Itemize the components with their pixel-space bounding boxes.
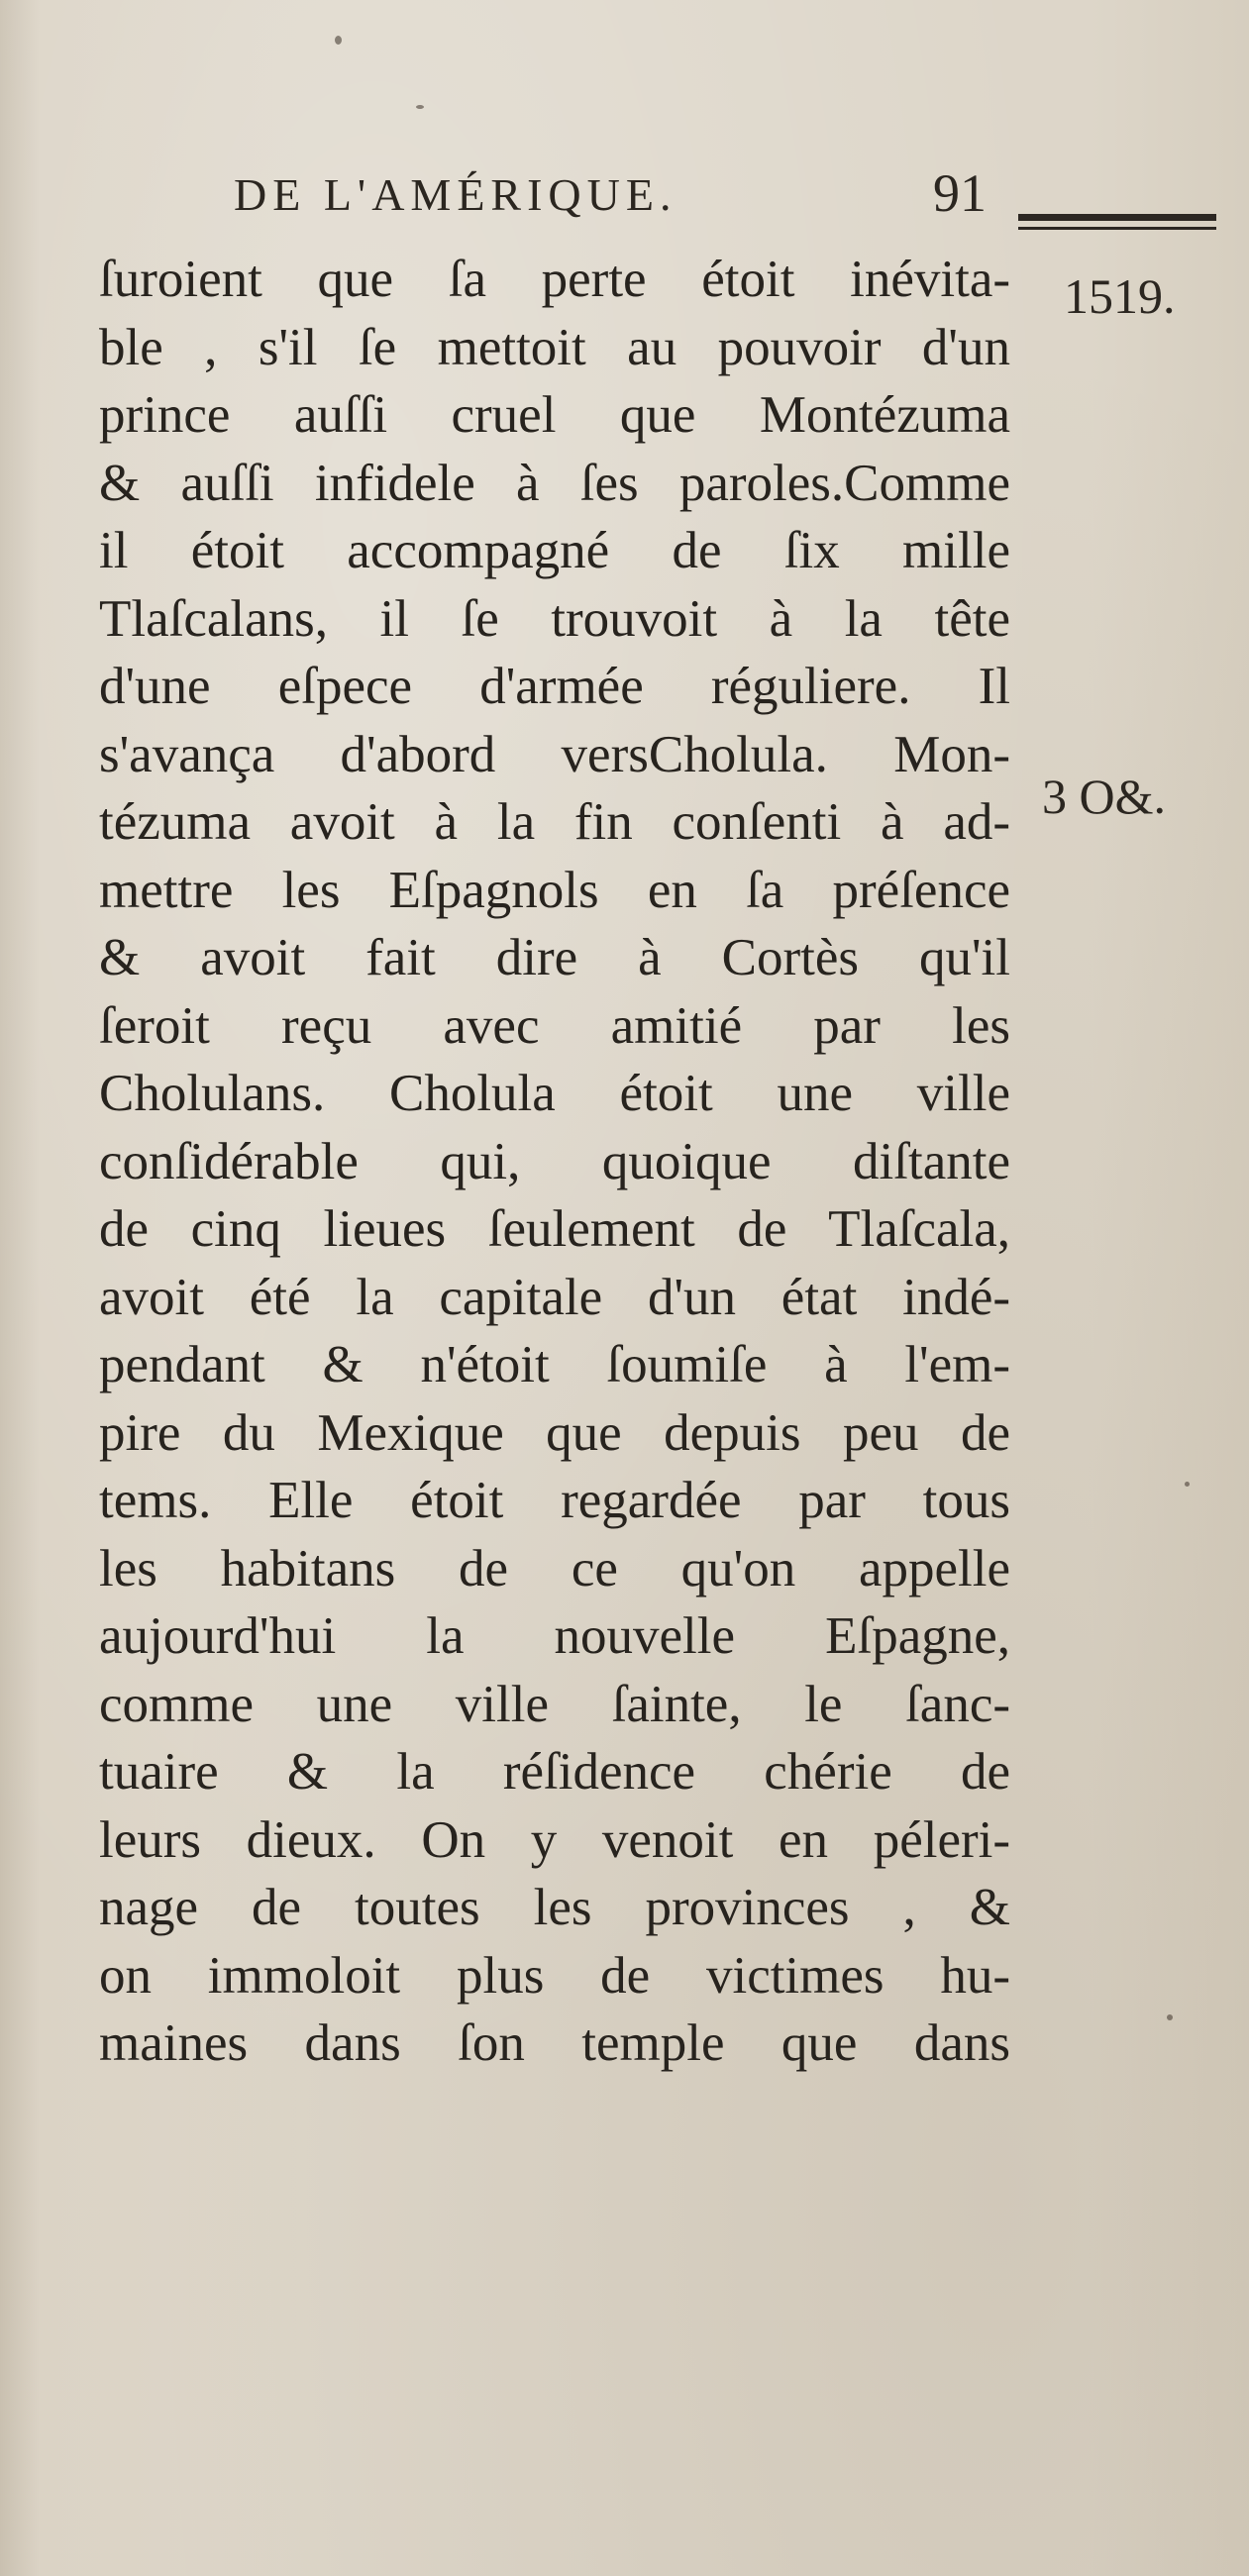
ink-speck: [1185, 1482, 1190, 1487]
text-line: Cholulans. Cholula étoit une ville: [99, 1065, 1010, 1122]
text-line: & avoit fait dire à Cortès qu'il: [99, 929, 1010, 986]
text-line: tuaire & la réſidence chérie de: [99, 1743, 1010, 1801]
text-line: il étoit accompagné de ſix mille: [99, 522, 1010, 579]
running-head: DE L'AMÉRIQUE.: [234, 169, 677, 220]
text-line: ſuroient que ſa perte étoit inévita-: [99, 251, 1010, 308]
text-line: prince auſſi cruel que Montézuma: [99, 386, 1010, 444]
ink-speck: [416, 105, 424, 109]
page-header: [234, 163, 1016, 228]
text-line: d'une eſpece d'armée réguliere. Il: [99, 658, 1010, 715]
page-number: 91: [933, 163, 987, 223]
margin-rule-thick: [1018, 214, 1216, 221]
text-line: les habitans de ce qu'on appelle: [99, 1539, 1010, 1597]
text-line: nage de toutes les provinces , &: [99, 1879, 1010, 1936]
text-line: on immoloit plus de victimes hu-: [99, 1946, 1010, 2005]
margin-reference: 3 O&.: [1042, 769, 1166, 824]
text-line: s'avança d'abord versCholula. Mon-: [99, 725, 1010, 783]
text-line: aujourd'hui la nouvelle Eſpagne,: [99, 1607, 1010, 1665]
text-line: mettre les Eſpagnols en ſa préſence: [99, 861, 1010, 919]
ink-speck: [335, 36, 342, 45]
ink-speck: [1167, 2014, 1173, 2020]
text-line: tézuma avoit à la fin conſenti à ad-: [99, 793, 1010, 851]
margin-rule-thin: [1018, 227, 1216, 230]
text-line: ble , s'il ſe mettoit au pouvoir d'un: [99, 318, 1010, 376]
text-line: pire du Mexique que depuis peu de: [99, 1403, 1010, 1462]
text-line: comme une ville ſainte, le ſanc-: [99, 1675, 1010, 1733]
text-line: maines dans ſon temple que dans: [99, 2014, 1010, 2072]
text-line: de cinq lieues ſeulement de Tlaſcala,: [99, 1200, 1010, 1258]
text-line: avoit été la capitale d'un état indé-: [99, 1268, 1010, 1326]
margin-rule: [1018, 214, 1216, 234]
text-line: & auſſi infidele à ſes paroles.Comme: [99, 454, 1010, 512]
text-line: Tlaſcalans, il ſe trouvoit à la tête: [99, 589, 1010, 648]
text-line: conſidérable qui, quoique diſtante: [99, 1132, 1010, 1190]
margin-year: 1519.: [1064, 268, 1176, 324]
body-text: [99, 246, 1010, 2078]
text-line: ſeroit reçu avec amitié par les: [99, 996, 1010, 1055]
text-line: tems. Elle étoit regardée par tous: [99, 1472, 1010, 1529]
text-line: leurs dieux. On y venoit en péleri-: [99, 1810, 1010, 1869]
text-line: pendant & n'étoit ſoumiſe à l'em-: [99, 1336, 1010, 1393]
